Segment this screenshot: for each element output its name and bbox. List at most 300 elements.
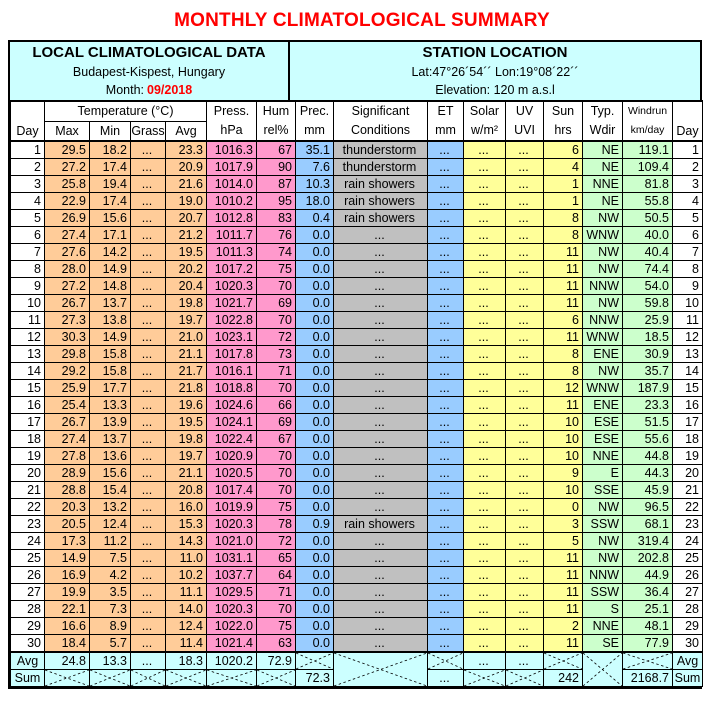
humidity-cell: 70 xyxy=(257,601,296,618)
day-cell-left: 2 xyxy=(11,159,45,176)
day-cell-left: 11 xyxy=(11,312,45,329)
precipitation-cell: 0.0 xyxy=(296,329,334,346)
day-cell-left: 18 xyxy=(11,431,45,448)
daily-row xyxy=(11,346,703,363)
pressure-cell: 1011.3 xyxy=(207,244,257,261)
max-temp-cell: 30.3 xyxy=(45,329,90,346)
uv-cell: ... xyxy=(506,584,544,601)
avg-pressure-cell: 1020.2 xyxy=(207,652,257,670)
precipitation-cell: 0.0 xyxy=(296,465,334,482)
humidity-cell: 70 xyxy=(257,380,296,397)
sun-hours-cell: 11 xyxy=(544,244,583,261)
uv-cell: ... xyxy=(506,465,544,482)
col-header-et: ET mm xyxy=(428,101,464,141)
pressure-cell: 1024.6 xyxy=(207,397,257,414)
humidity-cell: 75 xyxy=(257,499,296,516)
avg-precipitation-cell xyxy=(296,652,334,670)
min-temp-cell: 4.2 xyxy=(90,567,131,584)
pressure-cell: 1016.3 xyxy=(207,141,257,159)
min-temp-cell: 13.8 xyxy=(90,312,131,329)
uv-cell: ... xyxy=(506,227,544,244)
sum-solar-cell xyxy=(464,670,506,687)
max-temp-cell: 27.4 xyxy=(45,227,90,244)
day-cell-left: 5 xyxy=(11,210,45,227)
et-cell: ... xyxy=(428,550,464,567)
daily-row xyxy=(11,295,703,312)
avg-label-right: Avg xyxy=(673,652,703,670)
pressure-cell: 1010.2 xyxy=(207,193,257,210)
daily-row xyxy=(11,618,703,635)
col-header-wind-direction: Typ. Wdir xyxy=(583,101,623,141)
no-data-cross-icon xyxy=(544,653,582,669)
daily-row xyxy=(11,448,703,465)
min-temp-cell: 15.4 xyxy=(90,482,131,499)
uv-cell: ... xyxy=(506,244,544,261)
day-cell-right: 7 xyxy=(673,244,703,261)
col-header-uv: UV UVI xyxy=(506,101,544,141)
precipitation-cell: 0.0 xyxy=(296,397,334,414)
sum-label-right: Sum xyxy=(673,670,703,687)
wind-direction-cell: WNW xyxy=(583,329,623,346)
day-cell-right: 14 xyxy=(673,363,703,380)
windrun-cell: 109.4 xyxy=(623,159,673,176)
conditions-cell: ... xyxy=(334,329,428,346)
daily-row xyxy=(11,533,703,550)
precipitation-cell: 0.0 xyxy=(296,499,334,516)
daily-row xyxy=(11,193,703,210)
no-data-cross-icon xyxy=(207,670,256,686)
precipitation-cell: 0.0 xyxy=(296,414,334,431)
avg-temp-cell: 19.0 xyxy=(166,193,207,210)
no-data-cross-icon xyxy=(428,653,463,669)
precipitation-cell: 0.0 xyxy=(296,550,334,567)
daily-row xyxy=(11,329,703,346)
station-location-title: STATION LOCATION xyxy=(422,44,568,61)
no-data-cross-icon xyxy=(464,670,505,686)
col-header-grass: Grass xyxy=(131,121,166,141)
day-cell-left: 17 xyxy=(11,414,45,431)
uv-cell: ... xyxy=(506,261,544,278)
precipitation-cell: 0.0 xyxy=(296,261,334,278)
max-temp-cell: 17.3 xyxy=(45,533,90,550)
col-header-avg: Avg xyxy=(166,121,207,141)
solar-cell: ... xyxy=(464,414,506,431)
et-cell: ... xyxy=(428,159,464,176)
uv-cell: ... xyxy=(506,550,544,567)
sun-hours-cell: 10 xyxy=(544,414,583,431)
col-header-conditions: Significant Conditions xyxy=(334,101,428,141)
solar-cell: ... xyxy=(464,567,506,584)
conditions-cell: ... xyxy=(334,261,428,278)
daily-row xyxy=(11,244,703,261)
avg-temp-cell: 16.0 xyxy=(166,499,207,516)
conditions-cell: ... xyxy=(334,278,428,295)
precipitation-cell: 0.0 xyxy=(296,346,334,363)
grass-temp-cell: ... xyxy=(131,618,166,635)
et-cell: ... xyxy=(428,380,464,397)
solar-cell: ... xyxy=(464,346,506,363)
day-cell-left: 10 xyxy=(11,295,45,312)
sun-hours-cell: 11 xyxy=(544,278,583,295)
sum-max-cell xyxy=(45,670,90,687)
humidity-cell: 70 xyxy=(257,465,296,482)
conditions-cell: ... xyxy=(334,414,428,431)
grass-temp-cell: ... xyxy=(131,193,166,210)
et-cell: ... xyxy=(428,567,464,584)
et-cell: ... xyxy=(428,278,464,295)
summary-sheet xyxy=(8,40,702,689)
col-header-max: Max xyxy=(45,121,90,141)
windrun-cell: 44.3 xyxy=(623,465,673,482)
sun-hours-cell: 5 xyxy=(544,533,583,550)
grass-temp-cell: ... xyxy=(131,329,166,346)
day-cell-right: 20 xyxy=(673,465,703,482)
precipitation-cell: 0.0 xyxy=(296,635,334,653)
sun-hours-cell: 10 xyxy=(544,448,583,465)
solar-cell: ... xyxy=(464,448,506,465)
conditions-cell: ... xyxy=(334,601,428,618)
min-temp-cell: 15.6 xyxy=(90,465,131,482)
solar-cell: ... xyxy=(464,363,506,380)
pressure-cell: 1022.8 xyxy=(207,312,257,329)
uv-cell: ... xyxy=(506,346,544,363)
conditions-cell: ... xyxy=(334,618,428,635)
et-cell: ... xyxy=(428,618,464,635)
daily-row xyxy=(11,210,703,227)
sum-humidity-cell xyxy=(257,670,296,687)
sum-sun-cell: 242 xyxy=(544,670,583,687)
wind-direction-cell: NW xyxy=(583,210,623,227)
avg-temp-cell: 21.1 xyxy=(166,346,207,363)
wind-direction-cell: NNW xyxy=(583,312,623,329)
solar-cell: ... xyxy=(464,397,506,414)
no-data-cross-icon xyxy=(131,670,165,686)
daily-row xyxy=(11,397,703,414)
conditions-cell: rain showers xyxy=(334,516,428,533)
sun-hours-cell: 8 xyxy=(544,227,583,244)
sun-hours-cell: 1 xyxy=(544,193,583,210)
avg-temp-cell: 19.8 xyxy=(166,431,207,448)
solar-cell: ... xyxy=(464,431,506,448)
day-cell-right: 30 xyxy=(673,635,703,653)
day-cell-left: 29 xyxy=(11,618,45,635)
max-temp-cell: 29.5 xyxy=(45,141,90,159)
daily-row xyxy=(11,141,703,159)
month-line xyxy=(10,81,288,99)
conditions-cell: ... xyxy=(334,363,428,380)
avg-temp-cell: 19.5 xyxy=(166,414,207,431)
min-temp-cell: 13.7 xyxy=(90,295,131,312)
avg-temp-cell: 14.0 xyxy=(166,601,207,618)
day-cell-right: 1 xyxy=(673,141,703,159)
conditions-cell: thunderstorm xyxy=(334,159,428,176)
day-cell-left: 8 xyxy=(11,261,45,278)
precipitation-cell: 0.0 xyxy=(296,363,334,380)
windrun-cell: 45.9 xyxy=(623,482,673,499)
grass-temp-cell: ... xyxy=(131,635,166,653)
day-cell-right: 2 xyxy=(673,159,703,176)
wind-direction-cell: SSW xyxy=(583,584,623,601)
pressure-cell: 1022.0 xyxy=(207,618,257,635)
windrun-cell: 18.5 xyxy=(623,329,673,346)
day-cell-left: 1 xyxy=(11,141,45,159)
no-data-cross-icon xyxy=(257,670,295,686)
max-temp-cell: 25.8 xyxy=(45,176,90,193)
conditions-cell: ... xyxy=(334,567,428,584)
conditions-cell: ... xyxy=(334,380,428,397)
day-cell-left: 14 xyxy=(11,363,45,380)
sun-hours-cell: 12 xyxy=(544,380,583,397)
avg-temp-cell: 20.7 xyxy=(166,210,207,227)
solar-cell: ... xyxy=(464,380,506,397)
conditions-cell: ... xyxy=(334,431,428,448)
sun-hours-cell: 11 xyxy=(544,397,583,414)
grass-temp-cell: ... xyxy=(131,380,166,397)
solar-cell: ... xyxy=(464,516,506,533)
et-cell: ... xyxy=(428,584,464,601)
humidity-cell: 87 xyxy=(257,176,296,193)
min-temp-cell: 15.8 xyxy=(90,363,131,380)
avg-solar-cell: ... xyxy=(464,652,506,670)
avg-avg-cell: 18.3 xyxy=(166,652,207,670)
sun-hours-cell: 11 xyxy=(544,261,583,278)
conditions-cell: ... xyxy=(334,244,428,261)
conditions-cell: rain showers xyxy=(334,176,428,193)
grass-temp-cell: ... xyxy=(131,550,166,567)
pressure-cell: 1017.8 xyxy=(207,346,257,363)
et-cell: ... xyxy=(428,261,464,278)
daily-row xyxy=(11,516,703,533)
no-data-cross-icon xyxy=(623,653,672,669)
uv-cell: ... xyxy=(506,210,544,227)
sun-hours-cell: 9 xyxy=(544,465,583,482)
max-temp-cell: 19.9 xyxy=(45,584,90,601)
wind-direction-cell: ESE xyxy=(583,414,623,431)
conditions-cell: ... xyxy=(334,482,428,499)
avg-temp-cell: 21.7 xyxy=(166,363,207,380)
pressure-cell: 1023.1 xyxy=(207,329,257,346)
avg-min-cell: 13.3 xyxy=(90,652,131,670)
avg-temp-cell: 15.3 xyxy=(166,516,207,533)
et-cell: ... xyxy=(428,533,464,550)
windrun-cell: 50.5 xyxy=(623,210,673,227)
avg-grass-cell: ... xyxy=(131,652,166,670)
conditions-cell: ... xyxy=(334,584,428,601)
humidity-cell: 67 xyxy=(257,141,296,159)
pressure-cell: 1021.4 xyxy=(207,635,257,653)
windrun-cell: 40.0 xyxy=(623,227,673,244)
min-temp-cell: 7.3 xyxy=(90,601,131,618)
min-temp-cell: 13.6 xyxy=(90,448,131,465)
daily-row xyxy=(11,261,703,278)
precipitation-cell: 0.9 xyxy=(296,516,334,533)
et-cell: ... xyxy=(428,482,464,499)
wind-direction-cell: SSW xyxy=(583,516,623,533)
grass-temp-cell: ... xyxy=(131,482,166,499)
grass-temp-cell: ... xyxy=(131,567,166,584)
solar-cell: ... xyxy=(464,312,506,329)
humidity-cell: 95 xyxy=(257,193,296,210)
avg-temp-cell: 10.2 xyxy=(166,567,207,584)
pressure-cell: 1017.9 xyxy=(207,159,257,176)
daily-row xyxy=(11,584,703,601)
solar-cell: ... xyxy=(464,210,506,227)
max-temp-cell: 29.2 xyxy=(45,363,90,380)
grass-temp-cell: ... xyxy=(131,261,166,278)
no-data-cross-icon xyxy=(296,653,333,669)
windrun-cell: 25.1 xyxy=(623,601,673,618)
conditions-cell: ... xyxy=(334,312,428,329)
uv-cell: ... xyxy=(506,635,544,653)
max-temp-cell: 27.4 xyxy=(45,431,90,448)
no-data-cross-icon xyxy=(583,653,622,686)
max-temp-cell: 29.8 xyxy=(45,346,90,363)
max-temp-cell: 14.9 xyxy=(45,550,90,567)
sun-hours-cell: 8 xyxy=(544,363,583,380)
precipitation-cell: 0.0 xyxy=(296,567,334,584)
windrun-cell: 202.8 xyxy=(623,550,673,567)
max-temp-cell: 27.3 xyxy=(45,312,90,329)
max-temp-cell: 20.3 xyxy=(45,499,90,516)
humidity-cell: 74 xyxy=(257,244,296,261)
max-temp-cell: 26.7 xyxy=(45,295,90,312)
pressure-cell: 1029.5 xyxy=(207,584,257,601)
pressure-cell: 1018.8 xyxy=(207,380,257,397)
windrun-cell: 55.6 xyxy=(623,431,673,448)
avg-temp-cell: 23.3 xyxy=(166,141,207,159)
solar-cell: ... xyxy=(464,176,506,193)
wind-direction-cell: SE xyxy=(583,635,623,653)
daily-row xyxy=(11,499,703,516)
wind-direction-cell: NNW xyxy=(583,567,623,584)
pressure-cell: 1020.3 xyxy=(207,516,257,533)
sum-uv-cell xyxy=(506,670,544,687)
daily-row xyxy=(11,363,703,380)
wind-direction-cell: WNW xyxy=(583,227,623,244)
grass-temp-cell: ... xyxy=(131,516,166,533)
daily-row xyxy=(11,227,703,244)
precipitation-cell: 0.0 xyxy=(296,482,334,499)
precipitation-cell: 0.0 xyxy=(296,380,334,397)
et-cell: ... xyxy=(428,516,464,533)
windrun-cell: 48.1 xyxy=(623,618,673,635)
min-temp-cell: 14.9 xyxy=(90,261,131,278)
pressure-cell: 1017.4 xyxy=(207,482,257,499)
et-cell: ... xyxy=(428,601,464,618)
min-temp-cell: 13.2 xyxy=(90,499,131,516)
pressure-cell: 1020.3 xyxy=(207,278,257,295)
et-cell: ... xyxy=(428,346,464,363)
min-temp-cell: 8.9 xyxy=(90,618,131,635)
windrun-cell: 23.3 xyxy=(623,397,673,414)
wind-direction-cell: NNE xyxy=(583,176,623,193)
conditions-cell: ... xyxy=(334,227,428,244)
day-cell-left: 13 xyxy=(11,346,45,363)
solar-cell: ... xyxy=(464,193,506,210)
day-cell-left: 19 xyxy=(11,448,45,465)
grass-temp-cell: ... xyxy=(131,346,166,363)
min-temp-cell: 11.2 xyxy=(90,533,131,550)
windrun-cell: 54.0 xyxy=(623,278,673,295)
col-header-precipitation: Prec. mm xyxy=(296,101,334,141)
col-header-day-left: Day xyxy=(11,101,45,141)
grass-temp-cell: ... xyxy=(131,499,166,516)
windrun-cell: 74.4 xyxy=(623,261,673,278)
solar-cell: ... xyxy=(464,278,506,295)
avg-temp-cell: 19.6 xyxy=(166,397,207,414)
avg-temp-cell: 21.2 xyxy=(166,227,207,244)
conditions-cell: rain showers xyxy=(334,210,428,227)
humidity-cell: 75 xyxy=(257,261,296,278)
precipitation-cell: 0.0 xyxy=(296,533,334,550)
uv-cell: ... xyxy=(506,448,544,465)
windrun-cell: 30.9 xyxy=(623,346,673,363)
max-temp-cell: 25.9 xyxy=(45,380,90,397)
day-cell-right: 21 xyxy=(673,482,703,499)
windrun-cell: 187.9 xyxy=(623,380,673,397)
day-cell-right: 27 xyxy=(673,584,703,601)
windrun-cell: 51.5 xyxy=(623,414,673,431)
summary-rows xyxy=(11,652,703,687)
monthly-climatological-summary-page xyxy=(0,10,724,689)
humidity-cell: 70 xyxy=(257,312,296,329)
windrun-cell: 44.8 xyxy=(623,448,673,465)
precipitation-cell: 0.0 xyxy=(296,431,334,448)
et-cell: ... xyxy=(428,141,464,159)
daily-row xyxy=(11,380,703,397)
humidity-cell: 67 xyxy=(257,431,296,448)
uv-cell: ... xyxy=(506,193,544,210)
min-temp-cell: 17.1 xyxy=(90,227,131,244)
precipitation-cell: 35.1 xyxy=(296,141,334,159)
local-data-panel xyxy=(10,42,290,100)
windrun-cell: 44.9 xyxy=(623,567,673,584)
et-cell: ... xyxy=(428,210,464,227)
sum-avg-cell xyxy=(166,670,207,687)
sun-hours-cell: 1 xyxy=(544,176,583,193)
windrun-cell: 96.5 xyxy=(623,499,673,516)
et-cell: ... xyxy=(428,465,464,482)
humidity-cell: 65 xyxy=(257,550,296,567)
precipitation-cell: 0.0 xyxy=(296,312,334,329)
avg-temp-cell: 11.4 xyxy=(166,635,207,653)
min-temp-cell: 5.7 xyxy=(90,635,131,653)
avg-temp-cell: 19.7 xyxy=(166,312,207,329)
max-temp-cell: 22.9 xyxy=(45,193,90,210)
wind-direction-cell: SSE xyxy=(583,482,623,499)
day-cell-right: 16 xyxy=(673,397,703,414)
max-temp-cell: 18.4 xyxy=(45,635,90,653)
col-header-humidity: Hum rel% xyxy=(257,101,296,141)
grass-temp-cell: ... xyxy=(131,414,166,431)
station-elevation: Elevation: 120 m a.s.l xyxy=(435,83,555,97)
conditions-cell: ... xyxy=(334,346,428,363)
uv-cell: ... xyxy=(506,618,544,635)
avg-temp-cell: 21.8 xyxy=(166,380,207,397)
daily-row xyxy=(11,550,703,567)
pressure-cell: 1014.0 xyxy=(207,176,257,193)
sun-hours-cell: 11 xyxy=(544,567,583,584)
sum-windrun-cell: 2168.7 xyxy=(623,670,673,687)
humidity-cell: 71 xyxy=(257,584,296,601)
pressure-cell: 1017.2 xyxy=(207,261,257,278)
day-cell-right: 6 xyxy=(673,227,703,244)
no-data-cross-icon xyxy=(45,670,89,686)
humidity-cell: 75 xyxy=(257,618,296,635)
month-value: 09/2018 xyxy=(147,83,193,97)
windrun-cell: 81.8 xyxy=(623,176,673,193)
day-cell-right: 4 xyxy=(673,193,703,210)
